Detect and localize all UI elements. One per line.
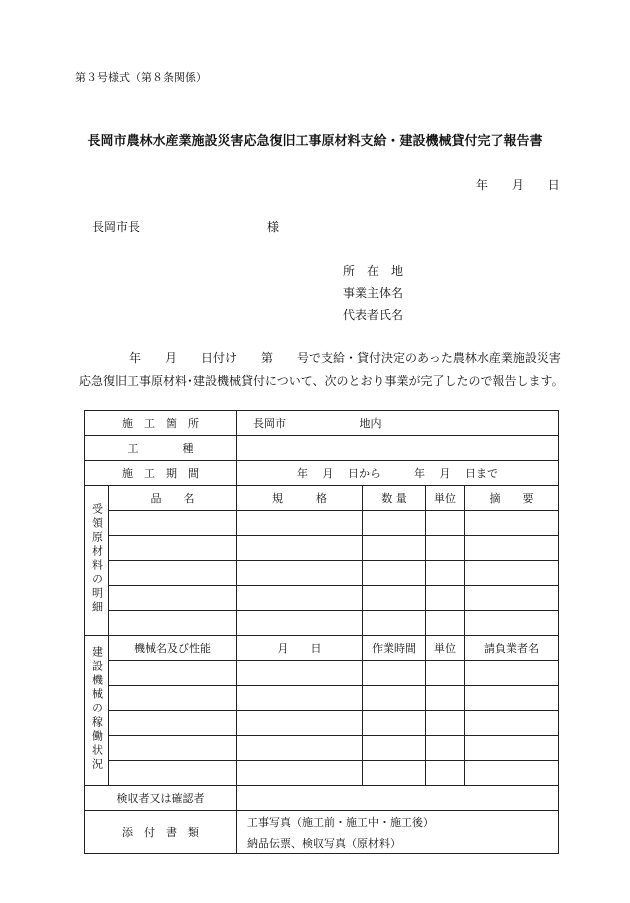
work-type-label: 工 種 bbox=[85, 436, 237, 461]
table-cell[interactable] bbox=[363, 536, 426, 561]
materials-header-name: 品 名 bbox=[109, 486, 237, 511]
table-cell[interactable] bbox=[109, 711, 237, 736]
attachment-item-1: 工事写真（施工前・施工中・施工後） bbox=[237, 811, 559, 833]
table-cell[interactable] bbox=[237, 661, 363, 686]
statement-line-1: 年 月 日付け 第 号で支給・貸付決定のあった農林水産業施設災害 bbox=[129, 351, 561, 365]
table-cell[interactable] bbox=[426, 686, 465, 711]
table-cell[interactable] bbox=[109, 561, 237, 586]
table-cell[interactable] bbox=[426, 586, 465, 611]
table-cell[interactable] bbox=[109, 761, 237, 786]
table-cell[interactable] bbox=[109, 686, 237, 711]
date-day: 日 bbox=[547, 178, 560, 192]
table-cell[interactable] bbox=[109, 736, 237, 761]
table-cell[interactable] bbox=[237, 761, 363, 786]
inspector-row bbox=[85, 786, 559, 811]
table-cell[interactable] bbox=[363, 711, 426, 736]
table-row bbox=[85, 611, 559, 636]
machine-header-row bbox=[85, 636, 559, 661]
machine-section-label bbox=[85, 636, 109, 786]
table-cell[interactable] bbox=[426, 511, 465, 536]
materials-header-remarks: 摘 要 bbox=[465, 486, 559, 511]
table-cell[interactable] bbox=[363, 561, 426, 586]
table-cell[interactable] bbox=[237, 711, 363, 736]
site-city: 長岡市 bbox=[253, 417, 286, 430]
period-value[interactable]: 年 月 日から 年 月 日まで bbox=[237, 461, 559, 486]
report-table bbox=[84, 410, 559, 854]
document-title: 長岡市農林水産業施設災害応急復旧工事原材料支給・建設機械貸付完了報告書 bbox=[87, 134, 543, 149]
table-cell[interactable] bbox=[426, 761, 465, 786]
table-cell[interactable] bbox=[237, 586, 363, 611]
site-row bbox=[85, 411, 559, 436]
work-type-row bbox=[85, 436, 559, 461]
table-cell[interactable] bbox=[363, 761, 426, 786]
materials-section-label bbox=[85, 486, 109, 636]
table-cell[interactable] bbox=[109, 661, 237, 686]
table-cell[interactable] bbox=[363, 611, 426, 636]
table-row bbox=[85, 536, 559, 561]
table-cell[interactable] bbox=[363, 686, 426, 711]
materials-header-unit: 単位 bbox=[426, 486, 465, 511]
table-cell[interactable] bbox=[237, 511, 363, 536]
work-type-value[interactable] bbox=[237, 436, 559, 461]
table-cell[interactable] bbox=[109, 611, 237, 636]
honorific: 様 bbox=[267, 220, 280, 234]
table-row bbox=[85, 761, 559, 786]
materials-header-spec: 規 格 bbox=[237, 486, 363, 511]
attachments-row-1 bbox=[85, 811, 559, 833]
table-cell[interactable] bbox=[237, 686, 363, 711]
report-statement bbox=[79, 347, 599, 393]
form-number-label: 第３号様式（第８条関係） bbox=[75, 71, 207, 84]
table-cell[interactable] bbox=[363, 661, 426, 686]
table-row bbox=[85, 586, 559, 611]
date-line bbox=[476, 176, 580, 193]
table-cell[interactable] bbox=[237, 536, 363, 561]
table-cell[interactable] bbox=[465, 761, 559, 786]
period-label: 施 工 期 間 bbox=[85, 461, 237, 486]
machine-header-name: 機械名及び性能 bbox=[109, 636, 237, 661]
machine-header-unit: 単位 bbox=[426, 636, 465, 661]
table-row bbox=[85, 511, 559, 536]
table-row bbox=[85, 736, 559, 761]
table-row bbox=[85, 561, 559, 586]
attachments-label: 添 付 書 類 bbox=[85, 811, 237, 854]
table-cell[interactable] bbox=[426, 711, 465, 736]
date-year: 年 bbox=[476, 178, 489, 192]
table-cell[interactable] bbox=[465, 511, 559, 536]
table-cell[interactable] bbox=[363, 586, 426, 611]
table-cell[interactable] bbox=[465, 661, 559, 686]
statement-line-2: 応急復旧工事原材料･建設機械貸付について、次のとおり事業が完了したので報告します。 bbox=[79, 374, 564, 388]
table-cell[interactable] bbox=[465, 686, 559, 711]
table-row bbox=[85, 661, 559, 686]
table-cell[interactable] bbox=[426, 736, 465, 761]
table-cell[interactable] bbox=[426, 611, 465, 636]
site-value-cell[interactable] bbox=[237, 411, 559, 436]
table-cell[interactable] bbox=[109, 536, 237, 561]
table-cell[interactable] bbox=[363, 736, 426, 761]
table-cell[interactable] bbox=[465, 711, 559, 736]
table-cell[interactable] bbox=[237, 561, 363, 586]
site-label: 施 工 箇 所 bbox=[85, 411, 237, 436]
machine-header-hours: 作業時間 bbox=[363, 636, 426, 661]
table-cell[interactable] bbox=[465, 536, 559, 561]
applicant-representative-label: 代表者氏名 bbox=[343, 308, 404, 322]
machine-header-date: 月 日 bbox=[237, 636, 363, 661]
inspector-value[interactable] bbox=[237, 786, 559, 811]
materials-header-row bbox=[85, 486, 559, 511]
table-cell[interactable] bbox=[465, 611, 559, 636]
table-cell[interactable] bbox=[465, 736, 559, 761]
attachment-item-2: 納品伝票、検収写真（原材料） bbox=[237, 832, 559, 854]
date-month: 月 bbox=[511, 178, 524, 192]
table-cell[interactable] bbox=[237, 611, 363, 636]
period-row bbox=[85, 461, 559, 486]
applicant-location-label: 所 在 地 bbox=[343, 264, 404, 278]
table-cell[interactable] bbox=[426, 536, 465, 561]
inspector-label: 検収者又は確認者 bbox=[85, 786, 237, 811]
table-cell[interactable] bbox=[363, 511, 426, 536]
table-cell[interactable] bbox=[426, 661, 465, 686]
machine-header-contractor: 請負業者名 bbox=[465, 636, 559, 661]
table-cell[interactable] bbox=[465, 561, 559, 586]
machine-section-text: 建設機械の稼働状況 bbox=[90, 646, 104, 772]
table-cell[interactable] bbox=[109, 586, 237, 611]
table-cell[interactable] bbox=[426, 561, 465, 586]
table-cell[interactable] bbox=[465, 586, 559, 611]
addressee: 長岡市長 bbox=[92, 220, 141, 234]
materials-header-qty: 数 量 bbox=[363, 486, 426, 511]
table-row bbox=[85, 686, 559, 711]
table-cell[interactable] bbox=[237, 736, 363, 761]
applicant-entity-label: 事業主体名 bbox=[343, 286, 404, 300]
site-suffix: 地内 bbox=[359, 417, 382, 430]
table-cell[interactable] bbox=[109, 511, 237, 536]
table-row bbox=[85, 711, 559, 736]
materials-section-text: 受領原材料の明細 bbox=[90, 503, 104, 615]
